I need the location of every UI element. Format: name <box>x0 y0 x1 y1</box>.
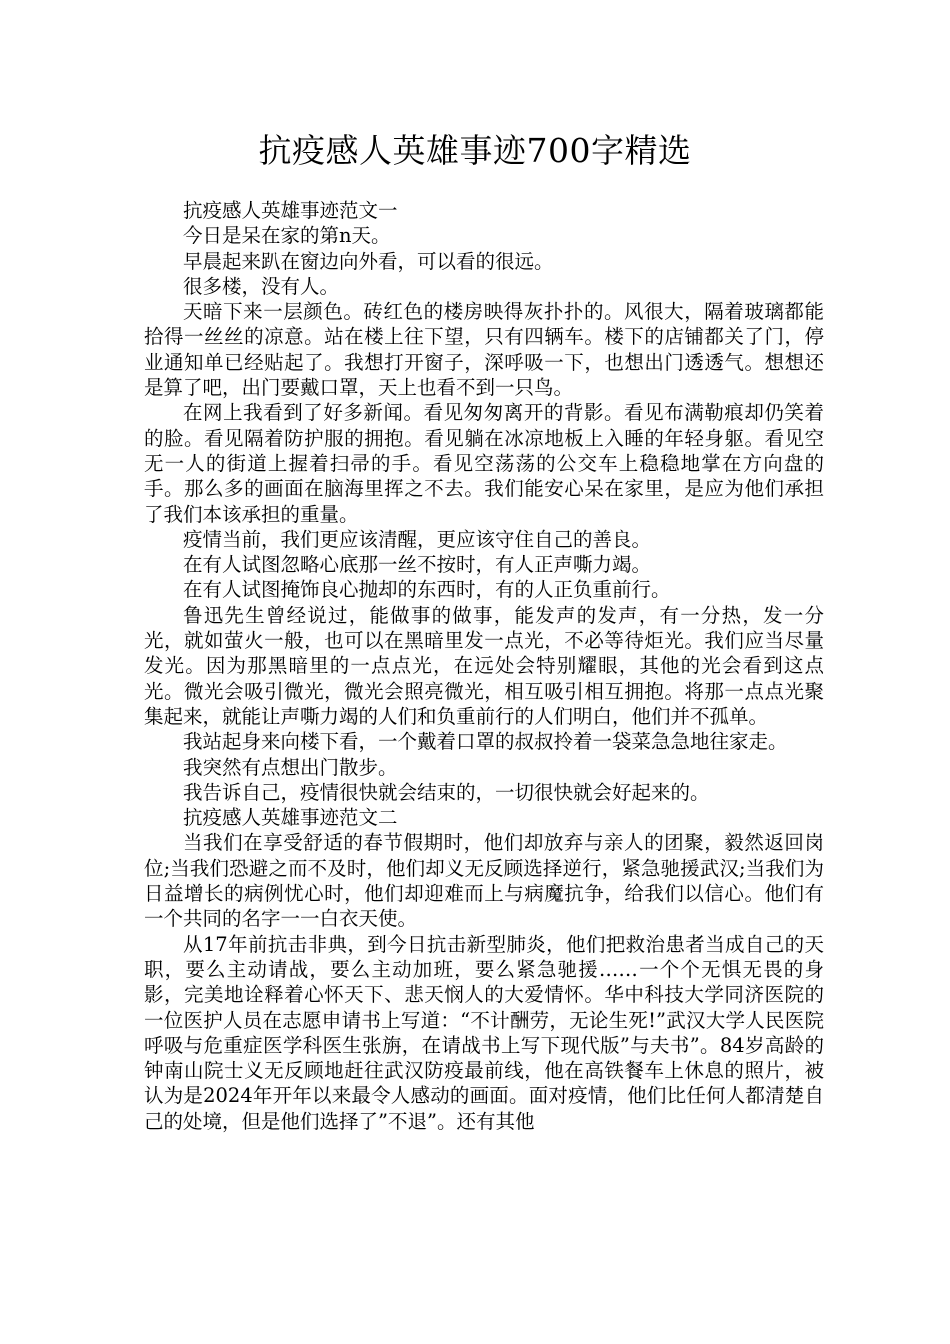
paragraph: 我站起身来向楼下看，一个戴着口罩的叔叔拎着一袋菜急急地往家走。 <box>183 730 788 754</box>
paragraph: 当我们在享受舒适的春节假期时，他们却放弃与亲人的团聚，毅然返回岗位;当我们恐避之而不及时，他们却义无反顾选择逆行，紧急驰援武汉;当我们为日益增长的病例忧心时，他们却迎难而上与病魔抗争，给我们以信心。他们有一个共同的名字一一白衣天使。 <box>144 831 824 931</box>
paragraph: 我告诉自己，疫情很快就会结束的，一切很快就会好起来的。 <box>183 780 710 804</box>
paragraph: 疫情当前，我们更应该清醒，更应该守住自己的善良。 <box>183 527 652 551</box>
paragraph: 早晨起来趴在窗边向外看，可以看的很远。 <box>183 249 554 273</box>
document-body <box>144 198 824 1134</box>
paragraph: 天暗下来一层颜色。砖红色的楼房映得灰扑扑的。风很大，隔着玻璃都能拾得一丝丝的凉意。站在楼上往下望，只有四辆车。楼下的店铺都关了门，停业通知单已经贴起了。我想打开窗子，深呼吸一下，也想出门透透气。想想还是算了吧，出门要戴口罩，天上也看不到一只鸟。 <box>144 300 824 400</box>
paragraph: 抗疫感人英雄事迹范文二 <box>183 806 398 830</box>
paragraph: 鲁迅先生曾经说过，能做事的做事，能发声的发声，有一分热，发一分光，就如萤火一般，也可以在黑暗里发一点光，不必等待炬光。我们应当尽量发光。因为那黑暗里的一点点光，在远处会特别耀眼，其他的光会看到这点光。微光会吸引微光，微光会照亮微光，相互吸引相互拥抱。将那一点点光聚集起来，就能让声嘶力竭的人们和负重前行的人们明白，他们并不孤单。 <box>144 603 824 728</box>
paragraph: 在有人试图忽略心底那一丝不按时，有人正声嘶力竭。 <box>183 553 652 577</box>
document-title: 抗疫感人英雄事迹700字精选 <box>258 131 692 170</box>
paragraph: 我突然有点想出门散步。 <box>183 755 398 779</box>
paragraph: 今日是呆在家的第n天。 <box>183 224 391 248</box>
paragraph: 抗疫感人英雄事迹范文一 <box>183 199 398 222</box>
paragraph: 在网上我看到了好多新闻。看见匆匆离开的背影。看见布满勒痕却仍笑着的脸。看见隔着防护服的拥抱。看见躺在冰凉地板上入睡的年轻身躯。看见空无一人的街道上握着扫帚的手。看见空荡荡的公交车上稳稳地掌在方向盘的手。那么多的画面在脑海里挥之不去。我们能安心呆在家里，是应为他们承担了我们本该承担的重量。 <box>144 401 824 526</box>
paragraph: 在有人试图掩饰良心抛却的东西时，有的人正负重前行。 <box>183 578 671 602</box>
paragraph: 很多楼，没有人。 <box>183 274 340 298</box>
paragraph: 从17年前抗击非典，到今日抗击新型肺炎，他们把救治患者当成自己的天职，要么主动请战，要么主动加班，要么紧急驰援……一个个无惧无畏的身影，完美地诠释着心怀天下、悲天悯人的大爱情怀。华中科技大学同济医院的一位医护人员在志愿申请书上写道：“不计酬劳，无论生死!”武汉大学人民医院呼吸与危重症医学科医生张旃，在请战书上写下现代版”与夫书”。84岁高龄的钟南山院士义无反顾地赶往武汉防疫最前线，他在高铁餐车上休息的照片，被认为是2024年开年以来最令人感动的画面。面对疫情，他们比任何人都清楚自己的处境，但是他们选择了”不退”。还有其他 <box>144 932 824 1133</box>
